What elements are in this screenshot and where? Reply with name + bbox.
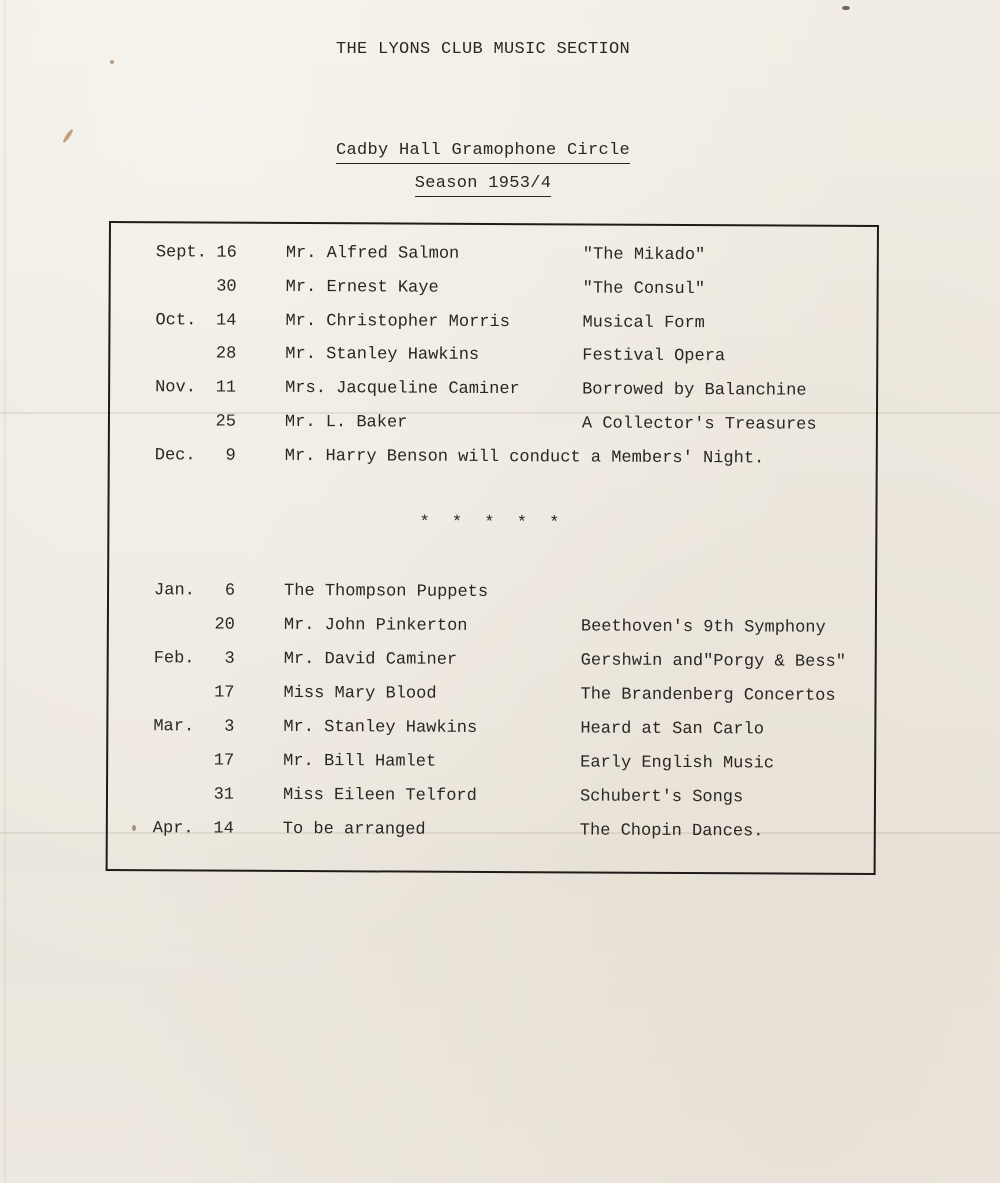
meeting-topic: The Chopin Dances. [579,821,764,842]
meeting-month: Feb. [153,649,195,669]
meeting-day: 17 [214,683,235,703]
meeting-speaker: Mr. Christopher Morris [285,311,510,332]
meeting-day: 9 [225,446,236,466]
schedule-row [111,277,877,305]
meeting-speaker: Mr. David Caminer [283,649,458,670]
meeting-speaker: Mr. John Pinkerton [283,615,468,636]
meeting-speaker: Mr. Alfred Salmon [285,243,460,264]
meeting-topic: The Brandenberg Concertos [580,685,836,706]
meeting-day: 6 [224,581,236,601]
meeting-day: 17 [213,751,235,771]
meeting-speaker: Miss Eileen Telford [282,785,477,806]
schedule-box [106,221,879,875]
schedule-row [110,344,876,372]
meeting-month: Mar. [153,717,195,737]
season-title: Season 1953/4 [0,174,966,193]
schedule-row [108,751,874,779]
meeting-topic: Musical Form [582,313,705,333]
meeting-day: 14 [213,819,234,839]
schedule-row [108,683,874,711]
meeting-day: 3 [224,649,235,669]
rust-spot [110,60,114,64]
meeting-topic: Heard at San Carlo [580,719,765,740]
meeting-day: 31 [213,785,235,805]
meeting-month: Apr. [152,819,194,839]
meeting-topic: A Collector's Treasures [581,414,817,435]
meeting-speaker: Miss Mary Blood [283,683,437,704]
meeting-day: 11 [215,378,237,398]
meeting-topic: Gershwin and"Porgy & Bess" [580,651,846,672]
meeting-month: Dec. [154,446,196,466]
meeting-speaker: To be arranged [282,819,426,840]
schedule-row [109,649,875,677]
meeting-speaker: Mr. Bill Hamlet [283,751,437,772]
meeting-day: 3 [224,717,235,737]
meeting-speaker: Mrs. Jacqueline Caminer [285,379,520,400]
schedule-row [108,819,874,847]
schedule-row [109,615,875,643]
meeting-topic: Schubert's Songs [579,787,744,808]
meeting-month: Nov. [155,378,196,398]
schedule-row [108,785,874,813]
meeting-topic: Festival Opera [582,346,726,367]
meeting-day: 20 [214,615,235,635]
schedule-row [110,311,876,339]
meeting-day: 25 [215,412,236,432]
schedule-row [108,717,874,745]
circle-title: Cadby Hall Gramophone Circle [0,141,966,160]
meeting-day: 14 [216,311,237,331]
meeting-speaker: Mr. Stanley Hawkins [283,717,478,738]
meeting-day: 28 [215,344,237,365]
document-title: THE LYONS CLUB MUSIC SECTION [335,40,631,59]
meeting-topic: "The Consul" [582,279,706,299]
meeting-month: Sept. [155,243,207,263]
meeting-day: 16 [216,243,237,263]
meeting-day: 30 [216,277,237,297]
meeting-topic: "The Mikado" [582,245,706,266]
meeting-topic: Beethoven's 9th Symphony [580,617,826,638]
section-separator: * * * * * [419,513,566,534]
schedule-row [110,412,876,440]
schedule-row [110,378,876,406]
meeting-speaker: Mr. L. Baker [284,412,408,433]
meeting-speaker: Mr. Ernest Kaye [285,277,439,298]
meeting-speaker: The Thompson Puppets [284,581,489,602]
schedule-row [110,446,876,474]
meeting-topic: Early English Music [580,753,775,774]
meeting-speaker: Mr. Stanley Hawkins [285,345,480,366]
schedule-group-autumn [111,223,877,469]
meeting-topic: Borrowed by Balanchine [582,380,807,401]
meeting-month: Oct. [155,310,197,331]
meeting-speaker: Mr. Harry Benson will conduct a Members' Night. [284,446,765,469]
schedule-row [111,243,877,271]
ink-spot [842,6,850,10]
schedule-row [109,581,875,609]
meeting-month: Jan. [154,581,195,601]
